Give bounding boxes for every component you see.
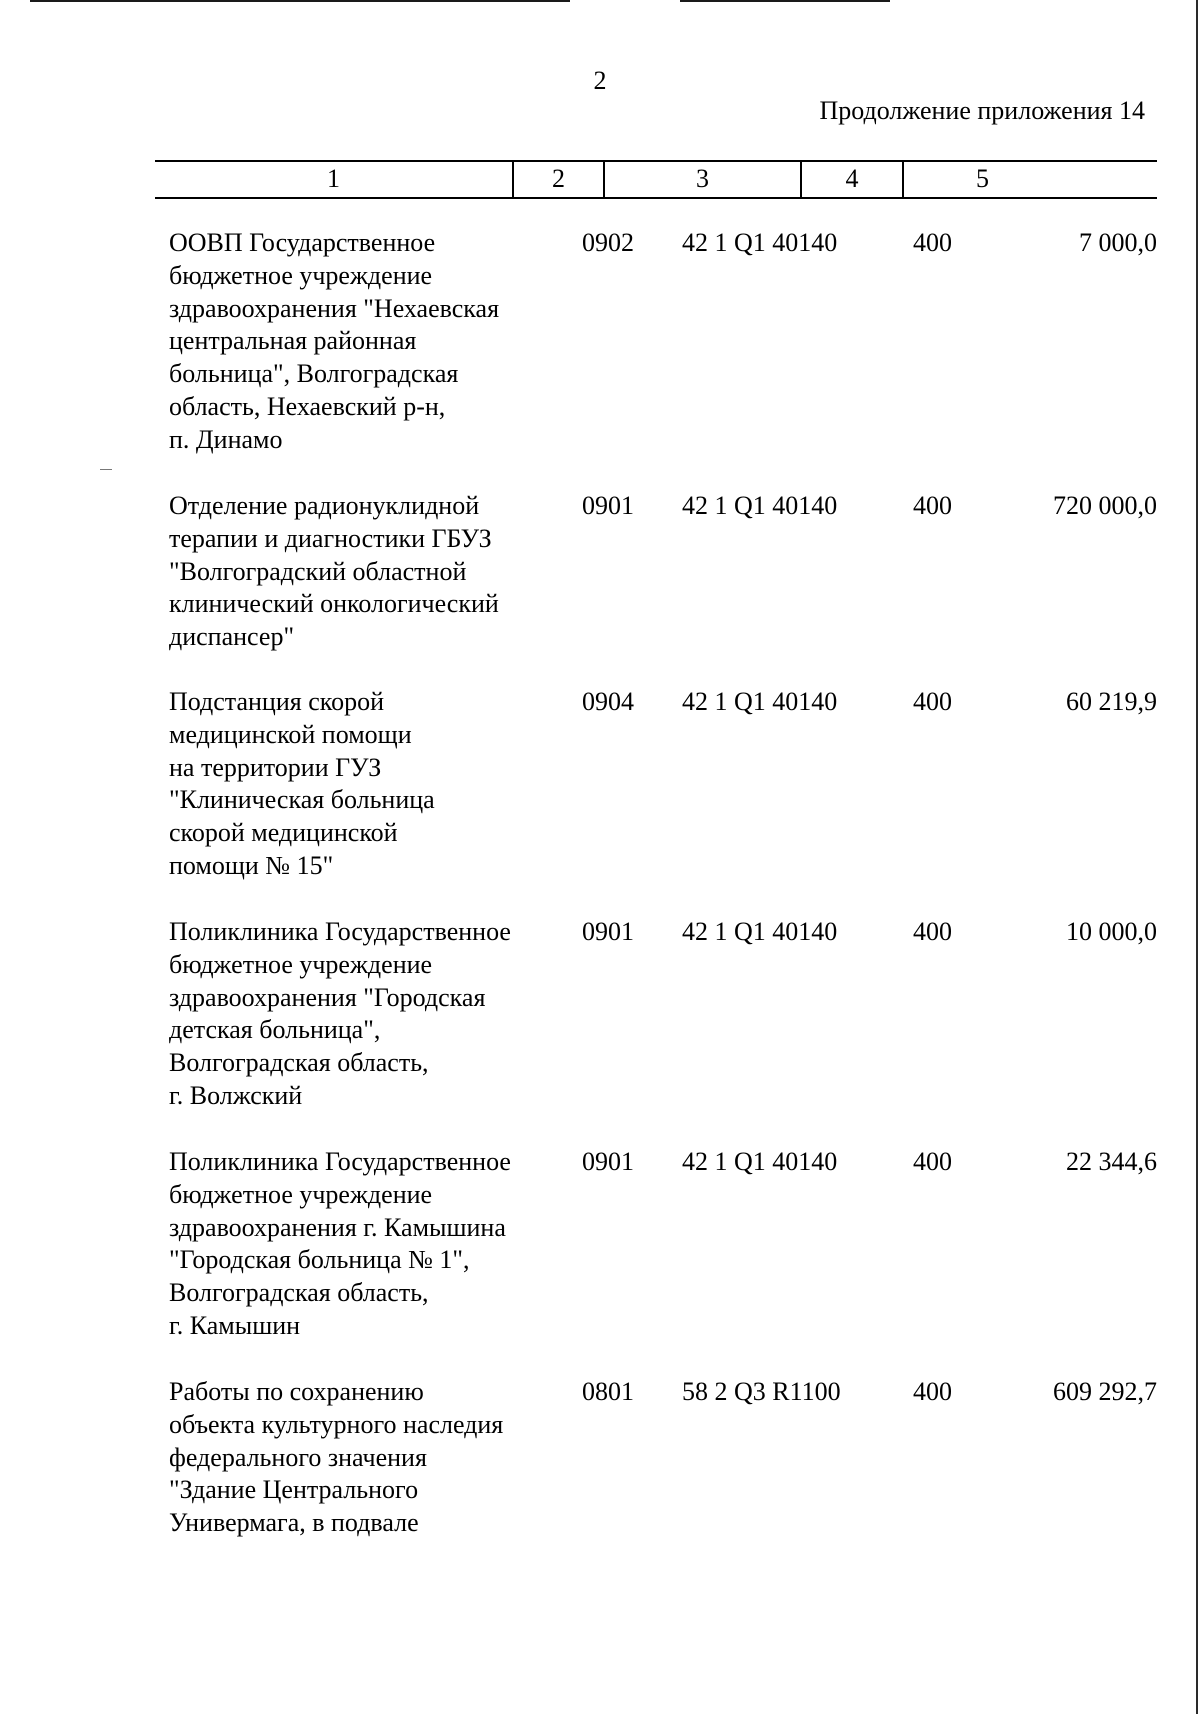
- section-code: 0901: [582, 1147, 634, 1176]
- appendix-continuation-label: Продолжение приложения 14: [819, 96, 1145, 125]
- target-article-code: 42 1 Q1 40140: [682, 917, 838, 946]
- column-header-1: 1: [327, 164, 340, 193]
- target-article-code: 42 1 Q1 40140: [682, 687, 838, 716]
- target-article-code: 42 1 Q1 40140: [682, 1147, 838, 1176]
- facility-name: Поликлиника Государственное бюджетное учреждение здравоохранения г. Камышина "Городская больница № 1", Волгоградская область, г. Камышин: [169, 1147, 511, 1340]
- target-article-code: 58 2 Q3 R1100: [682, 1377, 841, 1406]
- table-header: [155, 160, 1157, 199]
- facility-name: Подстанция скорой медицинской помощи на территории ГУЗ "Клиническая больница скорой медицинской помощи № 15": [169, 687, 435, 880]
- page-number: 2: [593, 66, 607, 95]
- facility-name: ООВП Государственное бюджетное учреждение здравоохранения "Нехаевская центральная районная больница", Волгоградская область, Нехаевский р-н, п. Динамо: [169, 228, 500, 454]
- expense-type-code: 400: [913, 917, 952, 946]
- section-code: 0902: [582, 228, 634, 257]
- amount-value: 60 219,9: [1066, 687, 1157, 716]
- facility-name: Поликлиника Государственное бюджетное учреждение здравоохранения "Городская детская больница", Волгоградская область, г. Волжский: [169, 917, 511, 1110]
- scan-artifact-left-tick: [100, 469, 112, 470]
- amount-value: 720 000,0: [1053, 491, 1157, 520]
- scan-artifact-top-line-2: [680, 0, 890, 2]
- section-code: 0901: [582, 917, 634, 946]
- expense-type-code: 400: [913, 1147, 952, 1176]
- section-code: 0801: [582, 1377, 634, 1406]
- expense-type-code: 400: [913, 228, 952, 257]
- amount-value: 609 292,7: [1053, 1377, 1157, 1406]
- target-article-code: 42 1 Q1 40140: [682, 491, 838, 520]
- expense-type-code: 400: [913, 491, 952, 520]
- column-header-3: 3: [696, 164, 709, 193]
- scan-artifact-top-line: [30, 0, 570, 2]
- column-header-4: 4: [845, 164, 859, 193]
- amount-value: 10 000,0: [1066, 917, 1157, 946]
- target-article-code: 42 1 Q1 40140: [682, 228, 838, 257]
- facility-name: Работы по сохранению объекта культурного наследия федерального значения "Здание Центрального Универмага, в подвале: [169, 1377, 504, 1538]
- scan-artifact-right-edge: [1196, 0, 1198, 1714]
- facility-name: Отделение радионуклидной терапии и диагностики ГБУЗ "Волгоградский областной клинический онкологический диспансер": [169, 491, 499, 652]
- expense-type-code: 400: [913, 1377, 952, 1406]
- column-header-5: 5: [976, 164, 989, 193]
- amount-value: 22 344,6: [1066, 1147, 1157, 1176]
- section-code: 0901: [582, 491, 634, 520]
- section-code: 0904: [582, 687, 634, 716]
- amount-value: 7 000,0: [1079, 228, 1157, 257]
- expense-type-code: 400: [913, 687, 952, 716]
- column-header-2: 2: [552, 164, 565, 193]
